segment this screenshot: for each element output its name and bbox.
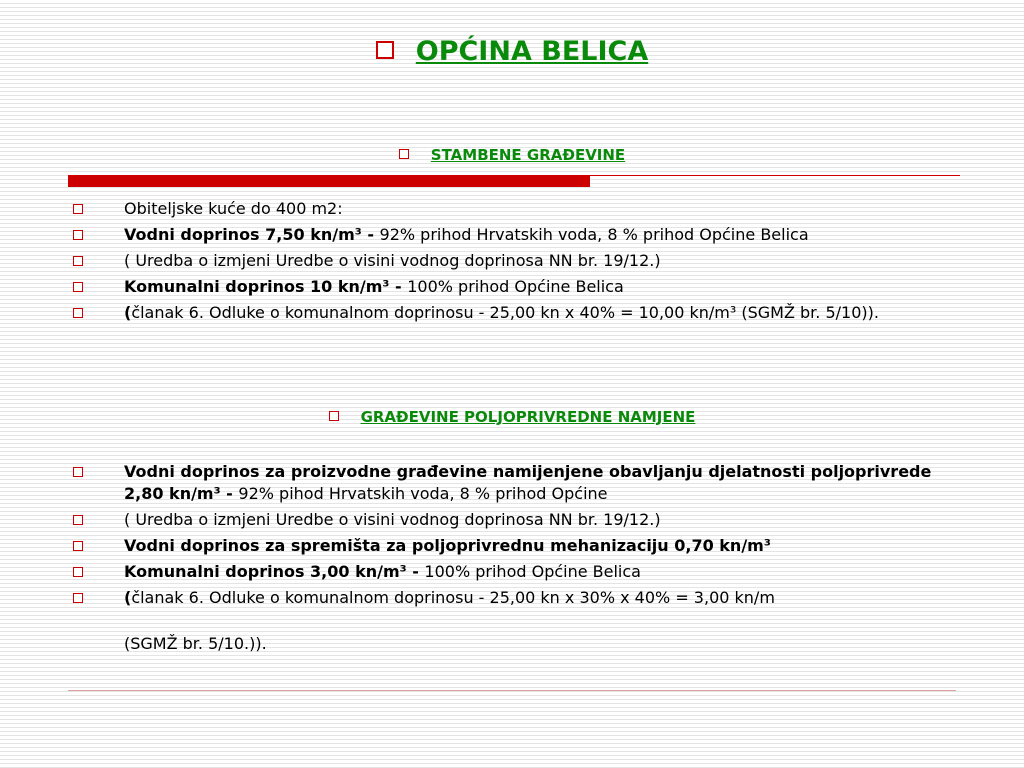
- list-item: [70, 198, 970, 220]
- list-item: [70, 587, 970, 609]
- list-item: [70, 535, 970, 557]
- square-bullet-icon: [73, 282, 83, 292]
- red-divider-line: [590, 175, 960, 176]
- bottom-divider-line: [68, 690, 956, 691]
- square-bullet-icon: [73, 204, 83, 214]
- square-bullet-icon: [73, 515, 83, 525]
- square-bullet-icon: [73, 467, 83, 477]
- list-item: [70, 250, 970, 272]
- item-text: 100% prihod Općine Belica: [407, 277, 624, 296]
- item-bold: Vodni doprinos za spremišta za poljoprivrednu mehanizaciju 0,70 kn/m³: [124, 536, 771, 555]
- square-bullet-icon: [73, 256, 83, 266]
- item-text: 92% prihod Hrvatskih voda, 8 % prihod Općine Belica: [379, 225, 809, 244]
- item-bold: Vodni doprinos za proizvodne građevine namijenjene obavljanju djelatnosti poljoprivrede 2,80 kn/m³ -: [124, 462, 932, 503]
- poljoprivredne-list: [70, 461, 970, 659]
- item-text: (SGMŽ br. 5/10.)).: [124, 634, 267, 653]
- square-bullet-icon: [329, 411, 339, 421]
- square-bullet-icon: [73, 593, 83, 603]
- item-bold: Vodni doprinos 7,50 kn/m³ -: [124, 225, 380, 244]
- section-heading-stambene: [0, 146, 1024, 164]
- stambene-list: [70, 198, 970, 328]
- item-bold: (: [124, 303, 132, 322]
- item-bold: Komunalni doprinos 3,00 kn/m³ -: [124, 562, 425, 581]
- red-divider-bar: [68, 175, 590, 187]
- square-bullet-icon: [399, 149, 409, 159]
- list-item-continuation: [70, 633, 970, 655]
- list-item: [70, 302, 970, 324]
- list-item: [70, 224, 970, 246]
- square-bullet-icon: [73, 567, 83, 577]
- item-text: 92% pihod Hrvatskih voda, 8 % prihod Općine: [238, 484, 608, 503]
- item-bold: (: [124, 588, 132, 607]
- item-text: 100% prihod Općine Belica: [424, 562, 641, 581]
- list-item: [70, 561, 970, 583]
- square-bullet-icon: [376, 41, 394, 59]
- item-text: ( Uredba o izmjeni Uredbe o visini vodnog doprinosa NN br. 19/12.): [124, 510, 661, 529]
- section-heading-text: GRAĐEVINE POLJOPRIVREDNE NAMJENE: [360, 408, 696, 426]
- list-item: [70, 276, 970, 298]
- item-text: članak 6. Odluke o komunalnom doprinosu - 25,00 kn x 30% x 40% = 3,00 kn/m: [131, 588, 775, 607]
- square-bullet-icon: [73, 230, 83, 240]
- list-item: [70, 509, 970, 531]
- item-text: članak 6. Odluke o komunalnom doprinosu - 25,00 kn x 40% = 10,00 kn/m³ (SGMŽ br. 5/10)).: [131, 303, 879, 322]
- list-item: [70, 461, 970, 505]
- item-text: Obiteljske kuće do 400 m2:: [124, 199, 343, 218]
- square-bullet-icon: [73, 308, 83, 318]
- section-heading-poljoprivredne: [0, 408, 1024, 426]
- page-title: [0, 36, 1024, 67]
- section-heading-text: STAMBENE GRAĐEVINE: [430, 146, 626, 164]
- item-bold: Komunalni doprinos 10 kn/m³ -: [124, 277, 408, 296]
- item-text: ( Uredba o izmjeni Uredbe o visini vodnog doprinosa NN br. 19/12.): [124, 251, 661, 270]
- title-text: OPĆINA BELICA: [415, 36, 649, 67]
- square-bullet-icon: [73, 541, 83, 551]
